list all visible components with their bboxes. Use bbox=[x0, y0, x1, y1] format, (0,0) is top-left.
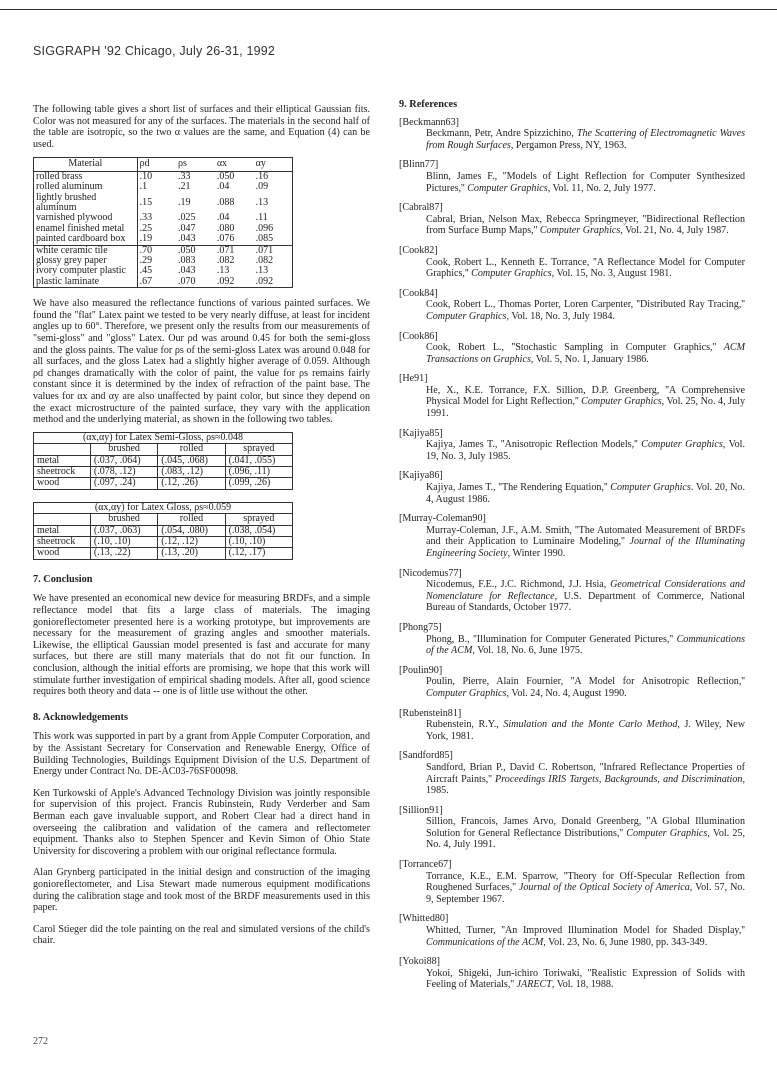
reference-body: Torrance, K.E., E.M. Sparrow, ''Theory for Off-Specular Reflection from Roughened Surfaces,'' Journal of the Optical Society of America, Vol. 57, No. 9, September 1967. bbox=[426, 870, 745, 905]
surface-name: sheetrock bbox=[34, 467, 91, 478]
table-cell: (.10, .10) bbox=[90, 537, 157, 548]
table-cell: .1 bbox=[139, 181, 148, 193]
table-row bbox=[34, 525, 293, 536]
reference-body: Murray-Coleman, J.F., A.M. Smith, ''The Automated Measurement of BRDFs and their Application to Luminaire Modeling,'' Journal of the Illuminating Engineering Society, Winter 1990. bbox=[426, 524, 745, 559]
table-cell: .67 bbox=[139, 275, 153, 287]
reference-body: Blinn, James F., ''Models of Light Reflection for Computer Synthesized Pictures,'' Computer Graphics, Vol. 11, No. 2, July 1977. bbox=[426, 170, 745, 194]
reference-entry bbox=[399, 859, 745, 905]
reference-body: Rubenstein, R.Y., Simulation and the Monte Carlo Method, J. Wiley, New York, 1981. bbox=[426, 719, 745, 742]
materials-table-header bbox=[34, 158, 293, 171]
table-row bbox=[34, 548, 293, 559]
reference-key: [Phong75] bbox=[399, 621, 442, 633]
ack-paragraph-4: Carol Stieger did the tole painting on the real and simulated versions of the child's chair. bbox=[33, 923, 370, 947]
table-row bbox=[34, 467, 293, 478]
semigloss-col-sprayed: sprayed bbox=[225, 444, 292, 455]
material-name: varnished plywood bbox=[34, 213, 138, 223]
table-cell: .33 bbox=[139, 212, 153, 224]
reference-key: [Kajiya85] bbox=[399, 427, 443, 439]
semigloss-col-brushed: brushed bbox=[90, 444, 157, 455]
surface-name: sheetrock bbox=[34, 537, 91, 548]
reference-entry bbox=[399, 805, 745, 851]
table-cell: .13 bbox=[255, 196, 269, 208]
page-number: 272 bbox=[33, 1036, 48, 1047]
gloss-col-rolled: rolled bbox=[158, 514, 225, 525]
reference-entry bbox=[399, 708, 745, 743]
table-cell: (.13, .22) bbox=[90, 548, 157, 559]
reference-body: Whitted, Turner, ''An Improved Illumination Model for Shaded Display,'' Communications of the ACM, Vol. 23, No. 6, June 1980, pp. 343-349. bbox=[426, 925, 745, 948]
reference-body: Cook, Robert L., Thomas Porter, Loren Carpenter, ''Distributed Ray Tracing,'' Computer Graphics, Vol. 18, No. 3, July 1984. bbox=[426, 299, 745, 322]
table-cell: .050 bbox=[176, 245, 215, 256]
table-cell: .04 bbox=[216, 181, 230, 193]
table-cell: .11 bbox=[255, 212, 268, 224]
reference-entry bbox=[399, 622, 745, 657]
table-cell: (.041, .055) bbox=[225, 455, 292, 466]
table-cell: .16 bbox=[255, 170, 269, 182]
col-material: Material bbox=[34, 158, 138, 171]
reference-body: Kajiya, James T., ''Anisotropic Reflection Models,'' Computer Graphics, Vol. 19, No. 3, July 1985. bbox=[426, 439, 745, 462]
reference-body: He, X., K.E. Torrance, F.X. Sillion, D.P. Greenberg, ''A Comprehensive Physical Model for Light Reflection,'' Computer Graphics, Vol. 25, No. 4, July 1991. bbox=[426, 384, 745, 420]
acknowledgements-heading: 8. Acknowledgements bbox=[33, 711, 128, 723]
material-name: white ceramic tile bbox=[34, 245, 138, 256]
reference-body: Beckmann, Petr, Andre Spizzichino, The Scattering of Electromagnetic Waves from Rough Surfaces, Pergamon Press, NY, 1963. bbox=[426, 128, 745, 151]
reference-entry bbox=[399, 288, 745, 323]
reference-entry bbox=[399, 202, 745, 237]
reference-key: [Cabral87] bbox=[399, 202, 443, 214]
reference-key: [Cook82] bbox=[399, 244, 438, 256]
references-list bbox=[399, 117, 745, 991]
table-cell: .092 bbox=[255, 275, 274, 287]
reference-body: Sillion, Francois, James Arvo, Donald Greenberg, ''A Global Illumination Solution for General Reflectance Distributions,'' Computer Graphics, Vol. 25, No. 4, July 1991. bbox=[426, 816, 745, 851]
reference-key: [Torrance67] bbox=[399, 859, 452, 871]
reference-key: [Kajiya86] bbox=[399, 470, 443, 482]
table-cell: .13 bbox=[216, 265, 230, 277]
semigloss-col-rolled: rolled bbox=[158, 444, 225, 455]
gloss-caption: (αx,αy) for Latex Gloss, ρs≈0.059 bbox=[34, 502, 293, 513]
gloss-table bbox=[33, 502, 293, 560]
table-row bbox=[34, 193, 293, 214]
material-name: painted cardboard box bbox=[34, 234, 138, 245]
conclusion-paragraph: We have presented an economical new device for measuring BRDFs, and a simple reflectance model that fits a large class of materials. The imaging gonioreflectometer presented here is a working prototype, but improvements are necessary for the measurement of grazing angles and smoother materials. Likewise, the elliptical Gaussian model presented is fast and accurate for many surfaces, but there are still many materials that do not fit our function. In conclusion, although the initial efforts are promising, we hope that this work will stimulate further investigation of empirical shading models. After all, good science requires both theory and data -- one is of little use without the other. bbox=[33, 593, 370, 698]
table-cell: (.038, .054) bbox=[225, 525, 292, 536]
table-row bbox=[34, 234, 293, 245]
reference-entry bbox=[399, 428, 745, 463]
paint-paragraph: We have also measured the reflectance functions of various painted surfaces. We found the "flat" Latex paint we tested to be very nearly diffuse, at least for incident angles up to 60°. Therefore, we present only the results from our measurements of "semi-gloss" and "gloss" Latex. Our ρd was around 0.45 for both the semi-gloss and the gloss paints. The value for ρs of the semi-gloss Latex was around 0.048 for all surfaces, and the gloss Latex had a slightly higher average of 0.059. Although ρd changes dramatically with the color of paint, the value for ρs remains fairly constant since it is determined by the index of refraction of the paint base. The values for αx and αy are also unaffected by paint color, but since they depend on the exact microstructure of the painted surface, they vary with the application method and the underlying material, as shown in the following two tables. bbox=[33, 298, 370, 426]
reference-entry bbox=[399, 956, 745, 991]
table-cell: .050 bbox=[216, 170, 235, 182]
running-header: SIGGRAPH '92 Chicago, July 26-31, 1992 bbox=[33, 44, 276, 58]
table-cell: (.054, .080) bbox=[158, 525, 225, 536]
table-cell: .092 bbox=[216, 275, 235, 287]
table-cell: (.12, .12) bbox=[158, 537, 225, 548]
semigloss-caption: (αx,αy) for Latex Semi-Gloss, ρs≈0.048 bbox=[34, 432, 293, 443]
ack-paragraph-1: This work was supported in part by a grant from Apple Computer Corporation, and by the Assistant Secretary for Conservation and Renewable Energy, Office of Building Technologies, Buildings Equipment Division of the U.S. Department of Energy under Contract No. DE-AC03-76SF00098. bbox=[33, 731, 370, 778]
reference-body: Nicodemus, F.E., J.C. Richmond, J.J. Hsia, Geometrical Considerations and Nomenclature for Reflectance, U.S. Department of Commerce, National Bureau of Standards, October 1977. bbox=[426, 579, 745, 614]
reference-key: [Yokoi88] bbox=[399, 956, 441, 968]
table-row bbox=[34, 537, 293, 548]
materials-table-body bbox=[34, 171, 293, 287]
material-name: ivory computer plastic bbox=[34, 266, 138, 276]
table-cell: (.099, .26) bbox=[225, 478, 292, 489]
conclusion-heading: 7. Conclusion bbox=[33, 573, 93, 585]
surface-name: metal bbox=[34, 455, 91, 466]
reference-entry bbox=[399, 665, 745, 700]
reference-body: Poulin, Pierre, Alain Fournier, ''A Model for Anisotropic Reflection,'' Computer Graphics, Vol. 24, No. 4, August 1990. bbox=[426, 676, 745, 699]
ack-paragraph-2: Ken Turkowski of Apple's Advanced Technology Division was jointly responsible for supervision of this project. Francis Rubinstein, Rudy Verderber and Sam Berman each gave invaluable support, and Robert Clear had a direct hand in overseeing the calibration and validation of the camera and reflectometer equipment. Thanks also to Stephen Spencer and Kevin Simon of Ohio State University for discovering a problem with our original reflectance formula. bbox=[33, 787, 370, 857]
table-cell: .19 bbox=[139, 233, 153, 245]
material-name: plastic laminate bbox=[34, 277, 138, 288]
col-rho-d: ρd bbox=[137, 158, 176, 171]
top-rule bbox=[0, 9, 777, 10]
table-cell: .04 bbox=[216, 212, 230, 224]
reference-key: [Sandford85] bbox=[399, 750, 453, 762]
col-alpha-y: αy bbox=[254, 158, 293, 171]
table-cell: (.13, .20) bbox=[158, 548, 225, 559]
reference-key: [Beckmann63] bbox=[399, 116, 459, 128]
gloss-col-sprayed: sprayed bbox=[225, 514, 292, 525]
reference-entry bbox=[399, 513, 745, 559]
table-cell: .70 bbox=[137, 245, 176, 256]
material-name: rolled aluminum bbox=[34, 182, 138, 192]
table-cell: .043 bbox=[177, 265, 196, 277]
reference-key: [Rubenstein81] bbox=[399, 707, 462, 719]
reference-key: [Blinn77] bbox=[399, 159, 439, 171]
reference-entry bbox=[399, 470, 745, 505]
table-cell: .13 bbox=[255, 265, 269, 277]
table-cell: .083 bbox=[177, 255, 196, 267]
table-cell: (.12, .26) bbox=[158, 478, 225, 489]
material-name: rolled brass bbox=[34, 171, 138, 182]
reference-key: [Cook86] bbox=[399, 330, 438, 342]
material-name: glossy grey paper bbox=[34, 256, 138, 266]
col-rho-s: ρs bbox=[176, 158, 215, 171]
material-name: enamel finished metal bbox=[34, 224, 138, 234]
references-heading: 9. References bbox=[399, 99, 458, 110]
table-cell: (.12, .17) bbox=[225, 548, 292, 559]
table-cell: .09 bbox=[255, 181, 269, 193]
semigloss-table-body bbox=[34, 455, 293, 489]
table-cell: .025 bbox=[177, 212, 196, 224]
intro-paragraph: The following table gives a short list of surfaces and their elliptical Gaussian fits. Color was not measured for any of the surfaces. The materials in the second half of the table are isotropic, so the two α values are the same, and Equation (4) can be used. bbox=[33, 104, 370, 150]
table-cell: .085 bbox=[255, 233, 274, 245]
table-cell: (.037, .063) bbox=[90, 525, 157, 536]
table-cell: (.097, .24) bbox=[90, 478, 157, 489]
reference-body: Sandford, Brian P., David C. Robertson, ''Infrared Reflectance Properties of Aircraft Paints,'' Proceedings IRIS Targets, Backgrounds, and Discrimination, 1985. bbox=[426, 761, 745, 797]
table-row bbox=[34, 277, 293, 288]
table-cell: .096 bbox=[255, 222, 274, 234]
reference-key: [Nicodemus77] bbox=[399, 567, 462, 579]
table-cell: .10 bbox=[139, 170, 153, 182]
table-cell: .088 bbox=[216, 196, 235, 208]
reference-body: Cook, Robert L., Kenneth E. Torrance, ''A Reflectance Model for Computer Graphics,'' Computer Graphics, Vol. 15, No. 3, August 1981. bbox=[426, 256, 745, 280]
table-cell: .45 bbox=[139, 265, 153, 277]
table-cell: .070 bbox=[177, 275, 196, 287]
reference-key: [He91] bbox=[399, 373, 428, 385]
reference-entry bbox=[399, 159, 745, 194]
table-cell: .082 bbox=[216, 255, 235, 267]
reference-entry bbox=[399, 117, 745, 152]
table-cell: .071 bbox=[215, 245, 254, 256]
table-cell: (.045, .068) bbox=[158, 455, 225, 466]
reference-key: [Cook84] bbox=[399, 287, 438, 299]
reference-entry bbox=[399, 913, 745, 948]
reference-entry bbox=[399, 245, 745, 280]
table-cell: .33 bbox=[177, 170, 191, 182]
left-column bbox=[33, 104, 370, 947]
reference-body: Cook, Robert L., ''Stochastic Sampling in Computer Graphics,'' ACM Transactions on Graphics, Vol. 5, No. 1, January 1986. bbox=[426, 342, 745, 365]
table-cell: .19 bbox=[177, 196, 191, 208]
semigloss-table bbox=[33, 432, 293, 490]
reference-body: Cabral, Brian, Nelson Max, Rebecca Springmeyer, ''Bidirectional Reflection from Surface Bump Maps,'' Computer Graphics, Vol. 21, No. 4, July 1987. bbox=[426, 213, 745, 237]
ack-paragraph-3: Alan Grynberg participated in the initial design and construction of the imaging gonioreflectometer, and Lisa Stewart made numerous equipment modifications during the calibration stage and took most of the BRDF measurements used in this paper. bbox=[33, 867, 370, 914]
reference-entry bbox=[399, 750, 745, 796]
gloss-table-body bbox=[34, 525, 293, 559]
table-row bbox=[34, 455, 293, 466]
table-cell: .080 bbox=[216, 222, 235, 234]
reference-key: [Sillion91] bbox=[399, 804, 443, 816]
table-cell: .047 bbox=[177, 222, 196, 234]
reference-entry bbox=[399, 568, 745, 614]
table-cell: (.037, .064) bbox=[90, 455, 157, 466]
surface-name: wood bbox=[34, 478, 91, 489]
reference-body: Yokoi, Shigeki, Jun-ichiro Toriwaki, ''Realistic Expression of Solids with Feeling of Materials,'' JARECT, Vol. 18, 1988. bbox=[426, 967, 745, 991]
reference-key: [Murray-Coleman90] bbox=[399, 513, 486, 525]
reference-body: Phong, B., ''Illumination for Computer Generated Pictures,'' Communications of the ACM, Vol. 18, No. 6, June 1975. bbox=[426, 633, 745, 657]
reference-key: [Whitted80] bbox=[399, 913, 449, 925]
reference-body: Kajiya, James T., ''The Rendering Equation,'' Computer Graphics. Vol. 20, No. 4, August 1986. bbox=[426, 482, 745, 505]
table-cell: (.078, .12) bbox=[90, 467, 157, 478]
table-cell: (.096, .11) bbox=[225, 467, 292, 478]
gloss-col-brushed: brushed bbox=[90, 514, 157, 525]
materials-table bbox=[33, 157, 293, 288]
table-cell: .15 bbox=[139, 196, 153, 208]
reference-entry bbox=[399, 373, 745, 419]
surface-name: wood bbox=[34, 548, 91, 559]
table-cell: .082 bbox=[255, 255, 274, 267]
col-alpha-x: αx bbox=[215, 158, 254, 171]
table-cell: (.083, .12) bbox=[158, 467, 225, 478]
table-cell: .25 bbox=[139, 222, 153, 234]
reference-entry bbox=[399, 331, 745, 366]
table-row bbox=[34, 478, 293, 489]
table-cell: .21 bbox=[177, 181, 191, 193]
table-cell: .071 bbox=[254, 245, 293, 256]
surface-name: metal bbox=[34, 525, 91, 536]
table-cell: .29 bbox=[139, 255, 153, 267]
material-name: lightly brushed aluminum bbox=[34, 193, 138, 214]
right-column bbox=[399, 99, 745, 999]
table-cell: .076 bbox=[216, 233, 235, 245]
table-cell: .043 bbox=[177, 233, 196, 245]
table-cell: (.10, .10) bbox=[225, 537, 292, 548]
reference-key: [Poulin90] bbox=[399, 664, 443, 676]
